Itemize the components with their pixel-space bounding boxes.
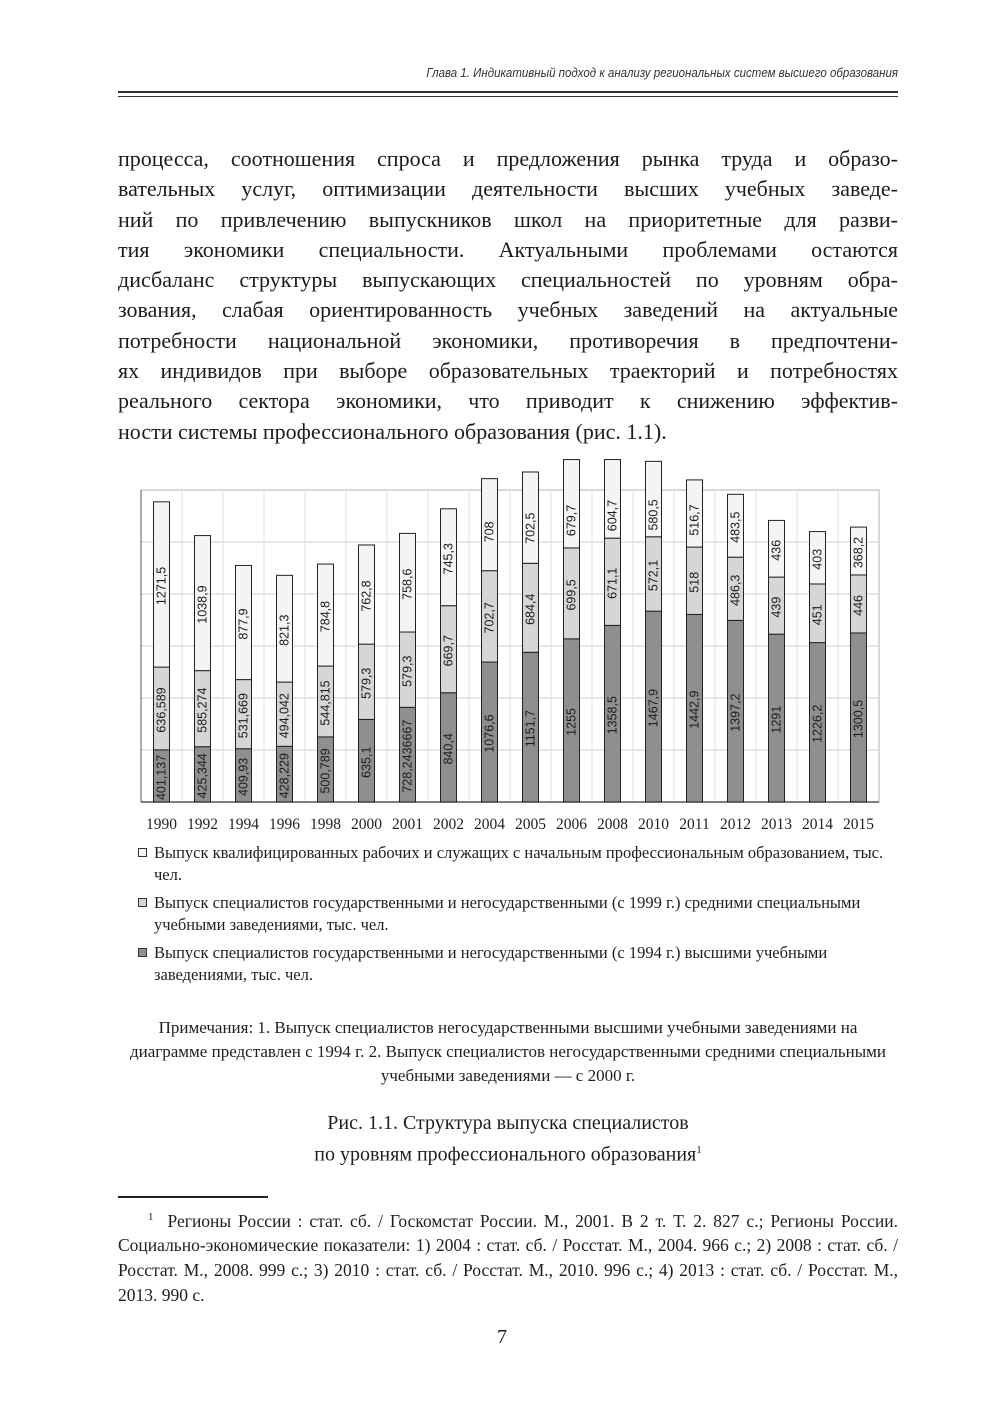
x-tick-label-2013: 2013 (761, 816, 792, 833)
data-label-s0-1996: 428,229 (277, 753, 292, 799)
data-label-s0-1992: 425,344 (195, 753, 210, 799)
data-label-s1-1994: 531,669 (236, 693, 251, 739)
x-tick-label-1998: 1998 (310, 816, 341, 833)
data-label-s2-2000: 762,8 (359, 580, 374, 612)
body-line: реального сектора экономики, что приводит к снижению эффектив- (118, 388, 898, 414)
body-line: тия экономики специальности. Актуальными проблемами остаются (118, 236, 898, 262)
data-label-s0-1990: 401,137 (154, 754, 169, 801)
data-label-s0-2006: 1255 (564, 708, 579, 736)
x-tick-label-1992: 1992 (187, 816, 218, 833)
data-label-s2-2005: 702,5 (523, 512, 538, 544)
x-tick-label-2011: 2011 (679, 816, 710, 833)
body-line: вательных услуг, оптимизации деятельности высших учебных заведе- (118, 176, 898, 202)
x-tick-label-2010: 2010 (638, 816, 669, 833)
data-label-s0-2014: 1226,2 (810, 704, 825, 743)
data-label-s0-2005: 1151,7 (523, 709, 538, 748)
data-label-s0-2008: 1358,5 (605, 696, 620, 735)
data-label-s1-2001: 579,3 (400, 655, 415, 687)
x-tick-label-2005: 2005 (515, 816, 546, 833)
data-label-s0-2010: 1467,9 (646, 688, 661, 728)
data-label-s2-1992: 1038,9 (195, 585, 210, 624)
data-label-s2-2012: 483,5 (728, 511, 743, 543)
data-label-s1-1996: 494,042 (277, 693, 292, 739)
page-number: 7 (497, 1326, 507, 1348)
data-label-s2-2004: 708 (482, 521, 497, 543)
data-label-s0-2002: 840,4 (441, 733, 456, 765)
data-label-s2-2011: 516,7 (687, 504, 702, 536)
x-tick-label-2000: 2000 (351, 816, 382, 833)
data-label-s1-2015: 446 (851, 595, 866, 616)
body-line: ности системы профессионального образования (рис. 1.1). (118, 418, 667, 444)
x-tick-label-2004: 2004 (474, 816, 505, 833)
data-label-s2-1994: 877,9 (236, 608, 251, 640)
x-tick-label-1996: 1996 (269, 816, 300, 833)
data-label-s1-2011: 518 (687, 571, 702, 593)
legend-swatch-higher (138, 948, 147, 957)
body-line: процесса, соотношения спроса и предложения рынка труда и образо- (118, 146, 898, 171)
data-label-s2-1996: 821,3 (277, 614, 292, 646)
x-tick-label-2001: 2001 (392, 816, 423, 833)
footnote-rule (118, 1196, 268, 1198)
legend-item-higher (138, 942, 898, 986)
data-label-s2-1990: 1271,5 (154, 566, 169, 606)
data-label-s1-2002: 669,7 (441, 635, 456, 667)
legend-swatch-vocational (138, 848, 147, 857)
data-label-s0-2001: 728,2436667 (400, 719, 415, 793)
data-label-s0-2000: 635,1 (359, 746, 374, 778)
footnote-mark: 1 (148, 1211, 154, 1223)
data-label-s0-2004: 1076,6 (482, 714, 497, 753)
data-label-s1-2004: 702,7 (482, 602, 497, 634)
data-label-s0-2012: 1397,2 (728, 693, 743, 732)
data-label-s0-1994: 409,93 (236, 757, 251, 796)
caption-line-2 (118, 1137, 898, 1169)
data-label-s0-1998: 500,789 (318, 748, 333, 794)
data-label-s2-2010: 580,5 (646, 499, 661, 531)
data-label-s2-2002: 745,3 (441, 543, 456, 575)
data-label-s2-1998: 784,8 (318, 600, 333, 633)
chart-legend (138, 842, 898, 986)
legend-label-vocational: Выпуск квалифицированных рабочих и служащих с начальным профессиональным образованием, тыс. чел. (154, 843, 884, 884)
data-label-s1-2010: 572,1 (646, 559, 661, 592)
data-label-s1-1998: 544,815 (318, 680, 333, 726)
data-label-s0-2011: 1442,9 (687, 690, 702, 729)
data-label-s1-2005: 684,4 (523, 593, 538, 625)
data-label-s1-2008: 671,1 (605, 567, 620, 599)
data-label-s2-2008: 604,7 (605, 499, 620, 532)
data-label-s0-2013: 1291 (769, 705, 784, 734)
body-line: потребности национальной экономики, противоречия в предпочтени- (118, 327, 898, 353)
caption-line-2-text: по уровням профессионального образования (314, 1143, 697, 1166)
footnote (118, 1205, 898, 1307)
data-label-s1-1992: 585,274 (195, 687, 210, 733)
data-label-s1-2006: 699,5 (564, 579, 579, 611)
x-tick-label-1994: 1994 (228, 816, 259, 833)
caption-footnote-ref: 1 (696, 1144, 702, 1156)
data-label-s2-2001: 758,6 (400, 568, 415, 600)
legend-item-vocational (138, 842, 898, 886)
data-label-s1-2014: 451 (810, 604, 825, 626)
legend-label-higher: Выпуск специалистов государственными и негосударственными (с 1994 г.) высшими учебными заведениями, тыс. чел. (154, 943, 828, 984)
footnote-text: Регионы России : стат. сб. / Госкомстат России. М., 2001. В 2 т. Т. 2. 827 с.; Регионы России. Социально-экономические показатели: 1) 2004 : стат. сб. / Росстат. М., 2004. 966 с.; 2) 2008 : стат. сб. / Росстат. М., 2008. 999 с.; 3) 2010 : стат. сб. / Росстат. М., 2010. 996 с.; 4) 2013 : стат. сб. / Росстат. М., 2013. 990 с. (118, 1210, 898, 1305)
body-line: дисбаланс структуры выпускающих специальностей по уровням обра- (118, 267, 898, 293)
x-tick-label-2015: 2015 (843, 816, 874, 833)
figure-caption (118, 1110, 898, 1169)
data-label-s2-2006: 679,7 (564, 504, 579, 537)
body-line: ний по привлечению выпускников школ на приоритетные для разви- (118, 206, 898, 232)
body-line: зования, слабая ориентированность учебных заведений на актуальные (118, 297, 898, 323)
x-tick-label-1990: 1990 (146, 816, 177, 833)
data-label-s2-2014: 403 (810, 548, 825, 570)
data-label-s1-2013: 439 (769, 596, 784, 618)
data-label-s1-1990: 636,589 (154, 687, 169, 733)
data-label-s1-2000: 579,3 (359, 667, 374, 699)
legend-label-secondary: Выпуск специалистов государственными и негосударственными (с 1999 г.) средними специальными учебными заведениями, тыс. чел. (154, 893, 861, 934)
caption-line-1: Рис. 1.1. Структура выпуска специалистов (327, 1112, 689, 1134)
data-label-s2-2015: 368,2 (851, 536, 866, 569)
x-tick-label-2006: 2006 (556, 816, 587, 833)
legend-swatch-secondary (138, 898, 147, 907)
legend-item-secondary (138, 892, 898, 936)
x-tick-label-2008: 2008 (597, 816, 628, 833)
running-head: Глава 1. Индикативный подход к анализу региональных систем высшего образования (426, 66, 898, 80)
x-tick-label-2014: 2014 (802, 816, 833, 833)
x-tick-label-2012: 2012 (720, 816, 751, 833)
body-line: ях индивидов при выборе образовательных траекторий и потребностях (118, 358, 898, 384)
data-label-s2-2013: 436 (769, 539, 784, 561)
figure-notes: Примечания: 1. Выпуск специалистов негосударственными высшими учебными заведениями на диаграмме представлен с 1994 г. 2. Выпуск специалистов негосударственными средними специальными учебными заведениями — с 2000 г. (129, 1018, 887, 1085)
x-tick-label-2002: 2002 (433, 816, 464, 833)
data-label-s0-2015: 1300,5 (851, 699, 866, 739)
data-label-s1-2012: 486,3 (728, 574, 743, 606)
